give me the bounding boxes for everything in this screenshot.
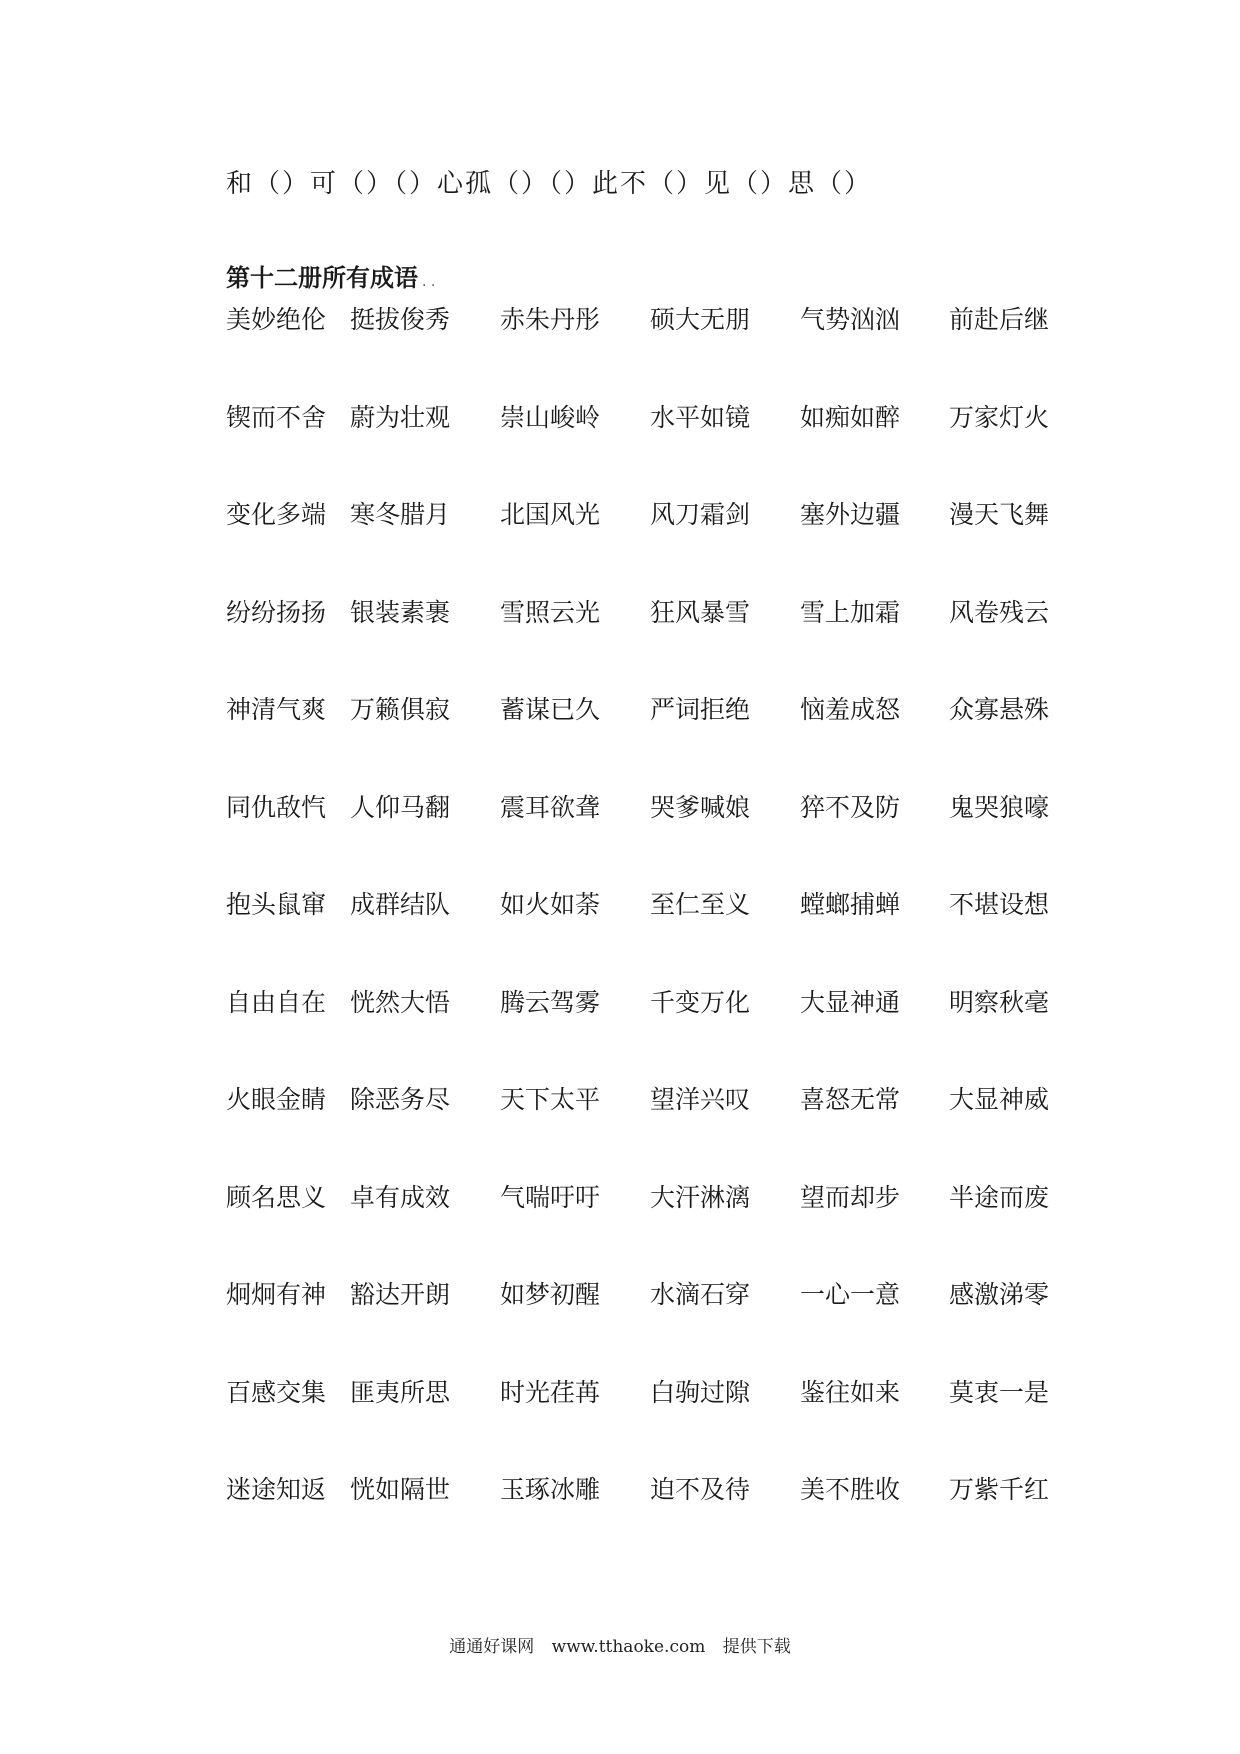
idiom-item: 卓有成效 xyxy=(350,1182,451,1212)
idiom-row xyxy=(226,403,1106,501)
idiom-item: 至仁至义 xyxy=(650,890,751,919)
idiom-item: 明察秋毫 xyxy=(949,987,1050,1017)
idiom-row xyxy=(226,793,1106,891)
idiom-item: 莫衷一是 xyxy=(949,1377,1050,1407)
idiom-item: 大显神威 xyxy=(949,1085,1050,1114)
idiom-item: 水平如镜 xyxy=(650,402,751,432)
idiom-item: 气势汹汹 xyxy=(800,305,901,334)
idiom-row xyxy=(226,890,1106,988)
idiom-item: 如梦初醒 xyxy=(500,1280,601,1309)
idiom-item: 赤朱丹彤 xyxy=(500,305,601,334)
idiom-item: 大显神通 xyxy=(800,987,901,1017)
section-title-mark: . . xyxy=(422,274,436,290)
idiom-item: 恍如隔世 xyxy=(350,1475,451,1504)
idiom-item: 时光荏苒 xyxy=(500,1377,601,1407)
idiom-row xyxy=(226,1183,1106,1281)
idiom-item: 螳螂捕蝉 xyxy=(800,890,901,919)
idiom-item: 恼羞成怒 xyxy=(800,695,901,724)
idiom-item: 震耳欲聋 xyxy=(500,792,601,822)
idiom-item: 火眼金睛 xyxy=(226,1085,327,1114)
idiom-row xyxy=(226,1475,1106,1573)
section-title xyxy=(226,258,435,293)
idiom-row xyxy=(226,1378,1106,1476)
idiom-item: 神清气爽 xyxy=(226,695,327,724)
idiom-item: 望洋兴叹 xyxy=(650,1085,751,1114)
idiom-item: 不堪设想 xyxy=(949,890,1050,919)
idiom-item: 一心一意 xyxy=(800,1280,901,1309)
idiom-item: 人仰马翻 xyxy=(350,792,451,822)
idiom-item: 蔚为壮观 xyxy=(350,402,451,432)
idiom-item: 玉琢冰雕 xyxy=(500,1475,601,1504)
idiom-item: 半途而废 xyxy=(949,1182,1050,1212)
idiom-item: 锲而不舍 xyxy=(226,402,327,432)
idiom-item: 千变万化 xyxy=(650,987,751,1017)
idiom-row xyxy=(226,305,1106,403)
idiom-item: 鉴往如来 xyxy=(800,1377,901,1407)
idiom-item: 前赴后继 xyxy=(949,305,1050,334)
idiom-item: 猝不及防 xyxy=(800,792,901,822)
idiom-item: 万家灯火 xyxy=(949,402,1050,432)
idiom-item: 望而却步 xyxy=(800,1182,901,1212)
idiom-item: 变化多端 xyxy=(226,500,327,529)
idiom-item: 美不胜收 xyxy=(800,1475,901,1504)
idiom-item: 成群结队 xyxy=(350,890,451,919)
idiom-item: 挺拔俊秀 xyxy=(350,305,451,334)
idiom-item: 美妙绝伦 xyxy=(226,305,327,334)
idiom-item: 硕大无朋 xyxy=(650,305,751,334)
idiom-row xyxy=(226,695,1106,793)
idiom-item: 匪夷所思 xyxy=(350,1377,451,1407)
idiom-item: 风卷残云 xyxy=(949,597,1050,627)
page-footer xyxy=(0,1632,1240,1657)
idiom-item: 狂风暴雪 xyxy=(650,597,751,627)
idiom-item: 塞外边疆 xyxy=(800,500,901,529)
idiom-item: 鬼哭狼嚎 xyxy=(949,792,1050,822)
idiom-item: 炯炯有神 xyxy=(226,1280,327,1309)
idiom-item: 感激涕零 xyxy=(949,1280,1050,1309)
footer-site-name: 通通好课网 xyxy=(449,1637,535,1657)
idiom-row xyxy=(226,598,1106,696)
idiom-item: 寒冬腊月 xyxy=(350,500,451,529)
idiom-item: 风刀霜剑 xyxy=(650,500,751,529)
idiom-item: 雪照云光 xyxy=(500,597,601,627)
fill-in-blank-line: 和（）可（）（）心孤（）（）此不（）见（）思（） xyxy=(226,169,873,199)
idiom-item: 除恶务尽 xyxy=(350,1085,451,1114)
idiom-item: 哭爹喊娘 xyxy=(650,792,751,822)
idiom-item: 自由自在 xyxy=(226,987,327,1017)
idiom-item: 同仇敌忾 xyxy=(226,792,327,822)
idiom-item: 百感交集 xyxy=(226,1377,327,1407)
idiom-item: 雪上加霜 xyxy=(800,597,901,627)
idiom-item: 严词拒绝 xyxy=(650,695,751,724)
idiom-item: 迫不及待 xyxy=(650,1475,751,1504)
idiom-item: 喜怒无常 xyxy=(800,1085,901,1114)
idiom-row xyxy=(226,1085,1106,1183)
idiom-item: 气喘吁吁 xyxy=(500,1182,601,1212)
idiom-item: 纷纷扬扬 xyxy=(226,597,327,627)
idiom-item: 众寡悬殊 xyxy=(949,695,1050,724)
idiom-item: 天下太平 xyxy=(500,1085,601,1114)
idiom-item: 北国风光 xyxy=(500,500,601,529)
idiom-item: 蓄谋已久 xyxy=(500,695,601,724)
idiom-item: 漫天飞舞 xyxy=(949,500,1050,529)
idiom-item: 迷途知返 xyxy=(226,1475,327,1504)
footer-url[interactable]: www.tthaoke.com xyxy=(551,1637,706,1657)
idiom-item: 腾云驾雾 xyxy=(500,987,601,1017)
idiom-item: 崇山峻岭 xyxy=(500,402,601,432)
idiom-item: 顾名思义 xyxy=(226,1182,327,1212)
idiom-row xyxy=(226,988,1106,1086)
idiom-item: 恍然大悟 xyxy=(350,987,451,1017)
idiom-row xyxy=(226,500,1106,598)
idiom-grid xyxy=(226,305,1106,1573)
idiom-item: 万紫千红 xyxy=(949,1475,1050,1504)
idiom-item: 水滴石穿 xyxy=(650,1280,751,1309)
idiom-item: 银装素裹 xyxy=(350,597,451,627)
idiom-item: 抱头鼠窜 xyxy=(226,890,327,919)
idiom-item: 白驹过隙 xyxy=(650,1377,751,1407)
idiom-item: 大汗淋漓 xyxy=(650,1182,751,1212)
section-title-text: 第十二册所有成语 xyxy=(226,264,418,292)
idiom-item: 如痴如醉 xyxy=(800,402,901,432)
idiom-row xyxy=(226,1280,1106,1378)
footer-action: 提供下载 xyxy=(722,1637,791,1657)
idiom-item: 万籁俱寂 xyxy=(350,695,451,724)
idiom-item: 如火如荼 xyxy=(500,890,601,919)
idiom-item: 豁达开朗 xyxy=(350,1280,451,1309)
